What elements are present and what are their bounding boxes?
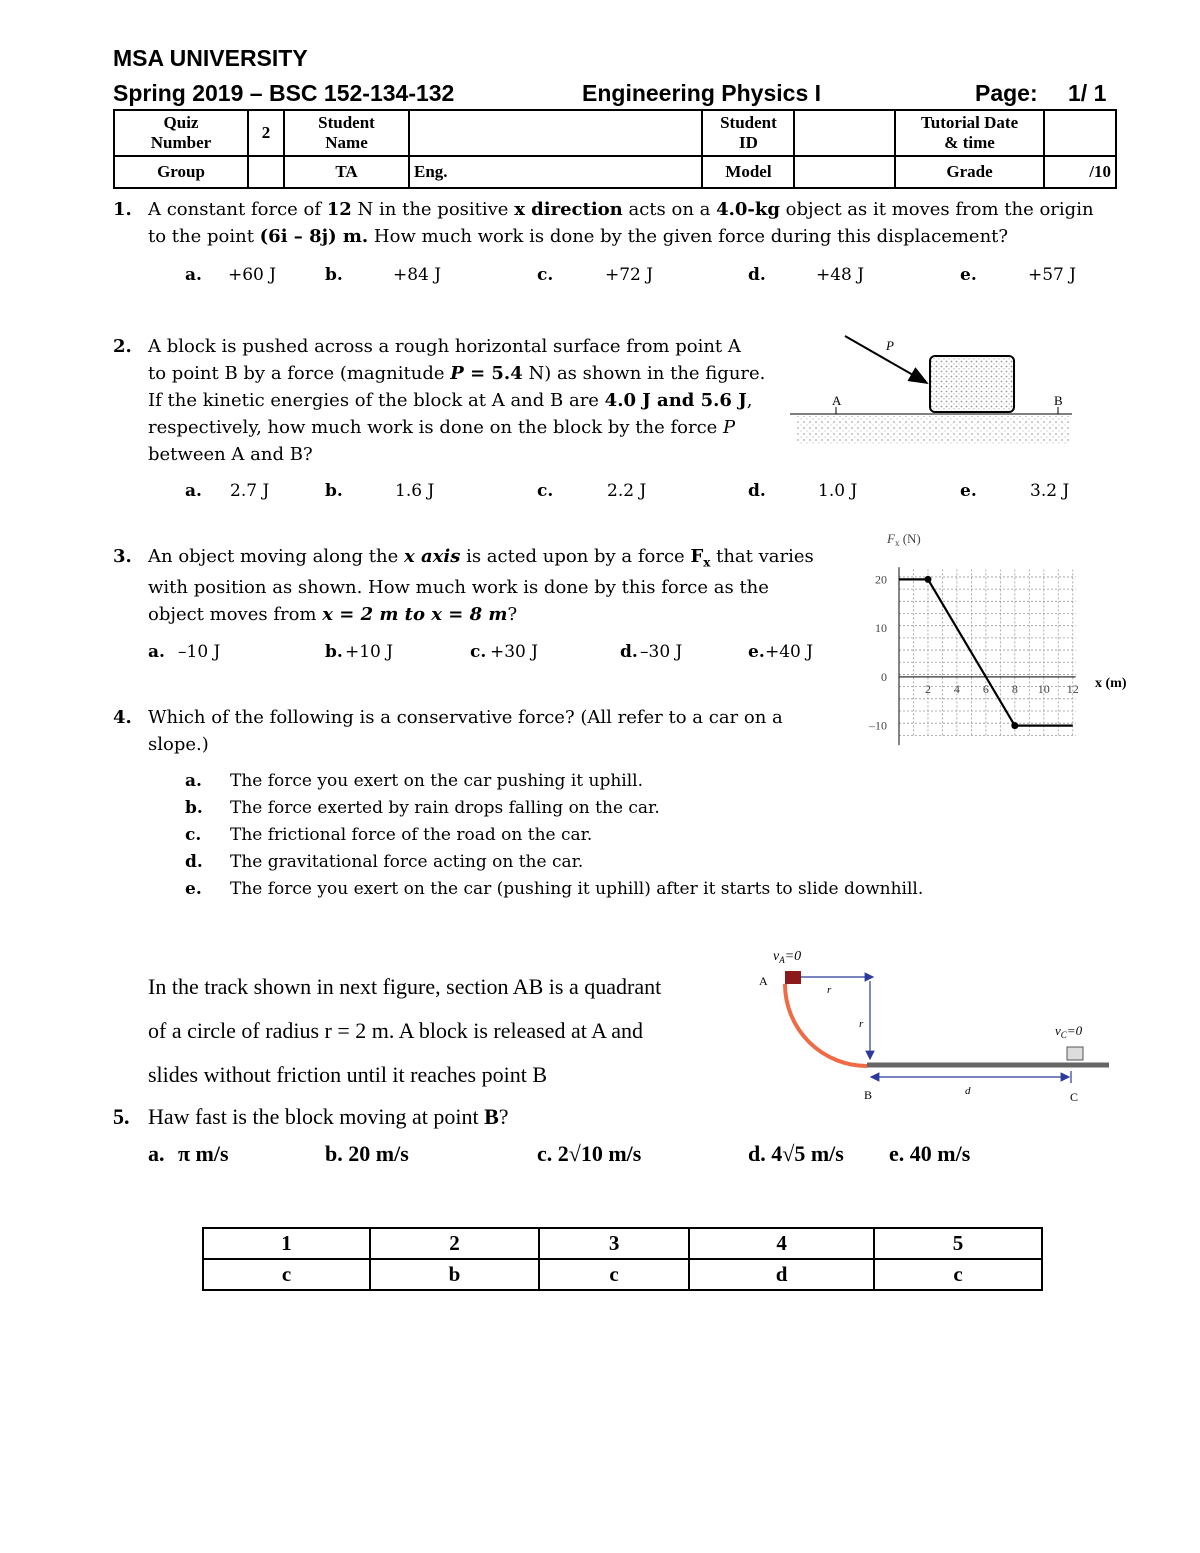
label-b: B — [864, 1088, 873, 1102]
label-p: P — [886, 338, 894, 353]
answer-key-cell: c — [203, 1259, 370, 1290]
student-id-field[interactable] — [794, 110, 895, 156]
question-number: 2. — [113, 336, 132, 357]
question-4 — [113, 704, 833, 755]
q2-option-e[interactable]: e. 3.2 J — [960, 481, 1070, 501]
force-position-chart — [855, 525, 1145, 765]
answer-key-header: 2 — [370, 1228, 539, 1259]
answer-key-header: 4 — [689, 1228, 874, 1259]
question-2-line-2: to point B by a force (magnitude P = 5.4 N) as shown in the figure. — [148, 363, 766, 384]
answer-key-header: 1 — [203, 1228, 370, 1259]
answer-key-header: 3 — [539, 1228, 689, 1259]
track-line-1: In the track shown in next figure, section AB is a quadrant — [148, 974, 662, 999]
q1-option-d[interactable]: d. +48 J — [748, 265, 865, 285]
answer-key-cell: d — [689, 1259, 874, 1290]
answer-key-cell: c — [539, 1259, 689, 1290]
subject-title: Engineering Physics I — [582, 80, 822, 106]
question-1-line-1: A constant force of 12 N in the positive x direction acts on a 4.0-kg object as it moves from the origin — [148, 199, 1094, 220]
q4-option-d[interactable]: d. The gravitational force acting on the car. — [185, 852, 584, 872]
question-3 — [113, 543, 853, 625]
q5-option-d[interactable]: d. 4√5 m/s — [748, 1141, 844, 1166]
question-4-line-1: Which of the following is a conservative force? (All refer to a car on a — [148, 707, 783, 728]
block-a — [785, 971, 801, 984]
question-1 — [113, 196, 1123, 247]
grade-label: Grade — [895, 156, 1044, 188]
university-name: MSA UNIVERSITY — [113, 45, 308, 71]
quiz-number-label: Quiz Number — [114, 110, 248, 156]
y-tick-label: 20 — [875, 572, 887, 587]
data-point — [1011, 722, 1018, 729]
question-2-line-4: respectively, how much work is done on the block by the force P — [148, 417, 736, 438]
student-name-field[interactable] — [409, 110, 702, 156]
term-course: Spring 2019 – BSC 152-134-132 — [113, 80, 455, 106]
x-tick-label: 10 — [1037, 681, 1050, 696]
chart-grid — [899, 567, 1076, 745]
block-c — [1067, 1047, 1083, 1060]
q2-option-a[interactable]: a. 2.7 J — [185, 481, 270, 501]
label-r-horizontal: r — [827, 984, 832, 996]
answer-key-cell: c — [874, 1259, 1042, 1290]
rough-surface — [796, 416, 1070, 444]
question-3-line-1: An object moving along the x axis is acted upon by a force $F_x$ that varies — [148, 546, 814, 570]
q5-option-a[interactable]: a. π m/s — [148, 1141, 229, 1166]
question-2-line-1: A block is pushed across a rough horizontal surface from point A — [148, 336, 741, 357]
student-info-table — [113, 109, 1117, 189]
q2-option-d[interactable]: d. 1.0 J — [748, 481, 858, 501]
label-vc: $v_C=0$ — [1055, 1023, 1083, 1040]
q1-option-b[interactable]: b. +84 J — [325, 265, 442, 285]
q3-option-a[interactable]: a. –10 J — [148, 642, 221, 662]
question-number: 5. — [113, 1104, 130, 1129]
question-number: 1. — [113, 199, 132, 220]
q5-option-e[interactable]: e. 40 m/s — [889, 1141, 971, 1166]
x-tick-label: 8 — [1011, 681, 1018, 696]
model-field[interactable] — [794, 156, 895, 188]
question-2 — [113, 333, 793, 465]
q3-option-e[interactable]: e. +40 J — [748, 642, 814, 662]
x-tick-label: 2 — [924, 681, 931, 696]
q3-option-d[interactable]: d. –30 J — [620, 642, 683, 662]
label-r-vertical: r — [859, 1018, 864, 1030]
label-a: A — [759, 974, 768, 988]
chart-xlabel: x (m) — [1095, 676, 1127, 691]
ta-field[interactable]: Eng. — [409, 156, 702, 188]
q5-option-b[interactable]: b. 20 m/s — [325, 1141, 409, 1166]
question-3-line-3: object moves from x = 2 m to x = 8 m? — [148, 604, 518, 625]
question-1-line-2: to the point (6i – 8j) m. How much work is done by the given force during this displacement? — [148, 226, 1009, 247]
group-field[interactable] — [248, 156, 284, 188]
y-tick-label: 10 — [875, 621, 887, 636]
model-label: Model — [702, 156, 794, 188]
label-d: d — [965, 1085, 971, 1097]
tutorial-date-label: Tutorial Date & time — [895, 110, 1044, 156]
answer-key-table — [202, 1227, 1043, 1291]
data-point — [924, 576, 931, 583]
question-3-line-2: with position as shown. How much work is done by this force as the — [148, 577, 769, 598]
grade-field: /10 — [1044, 156, 1116, 188]
question-number: 4. — [113, 707, 132, 728]
label-va: $v_A=0$ — [773, 949, 802, 965]
page-label: Page: — [975, 80, 1038, 106]
track-figure — [755, 943, 1115, 1108]
x-tick-label: 6 — [982, 681, 989, 696]
q1-option-c[interactable]: c. +72 J — [537, 265, 654, 285]
q4-option-a[interactable]: a. The force you exert on the car pushing it uphill. — [185, 771, 644, 791]
question-5: 5. Haw fast is the block moving at point B? — [113, 1104, 509, 1129]
q2-option-b[interactable]: b. 1.6 J — [325, 481, 435, 501]
y-tick-label: 0 — [881, 669, 887, 684]
block — [930, 356, 1014, 412]
label-b: B — [1054, 393, 1063, 408]
x-tick-label: 12 — [1066, 681, 1079, 696]
student-id-label: Student ID — [702, 110, 794, 156]
track-line-2: of a circle of radius r = 2 m. A block is released at A and — [148, 1018, 644, 1043]
q2-option-c[interactable]: c. 2.2 J — [537, 481, 647, 501]
track-line-3: slides without friction until it reaches point B — [148, 1062, 547, 1087]
q4-option-c[interactable]: c. The frictional force of the road on the car. — [185, 825, 593, 845]
answer-key-header: 5 — [874, 1228, 1042, 1259]
quadrant-track — [785, 984, 867, 1066]
chart-ticks — [868, 572, 1079, 732]
question-2-line-3: If the kinetic energies of the block at A and B are 4.0 J and 5.6 J, — [148, 390, 753, 411]
question-number: 3. — [113, 546, 132, 567]
answer-key-cell: b — [370, 1259, 539, 1290]
student-name-label: Student Name — [284, 110, 409, 156]
q4-option-e[interactable]: e. The force you exert on the car (pushing it uphill) after it starts to slide downhill. — [185, 879, 924, 899]
q3-option-c[interactable]: c. +30 J — [470, 642, 539, 662]
q5-option-c[interactable]: c. 2√10 m/s — [537, 1141, 642, 1166]
quiz-number-value: 2 — [248, 110, 284, 156]
x-tick-label: 4 — [953, 681, 960, 696]
force-series-line — [899, 579, 1073, 725]
tutorial-date-field[interactable] — [1044, 110, 1116, 156]
chart-ylabel: $F_x$ (N) — [887, 531, 921, 548]
question-4-line-2: slope.) — [148, 734, 209, 755]
label-c: C — [1070, 1090, 1079, 1104]
label-a: A — [832, 393, 842, 408]
q3-option-b[interactable]: b. +10 J — [325, 642, 394, 662]
page-number: 1/ 1 — [1068, 80, 1107, 106]
q4-option-b[interactable]: b. The force exerted by rain drops falling on the car. — [185, 798, 660, 818]
ta-label: TA — [284, 156, 409, 188]
q1-option-a[interactable]: a. +60 J — [185, 265, 277, 285]
q1-option-e[interactable]: e. +57 J — [960, 265, 1077, 285]
block-push-figure — [790, 330, 1075, 450]
y-tick-label: –10 — [869, 718, 887, 733]
group-label: Group — [114, 156, 248, 188]
question-2-line-5: between A and B? — [148, 444, 313, 465]
